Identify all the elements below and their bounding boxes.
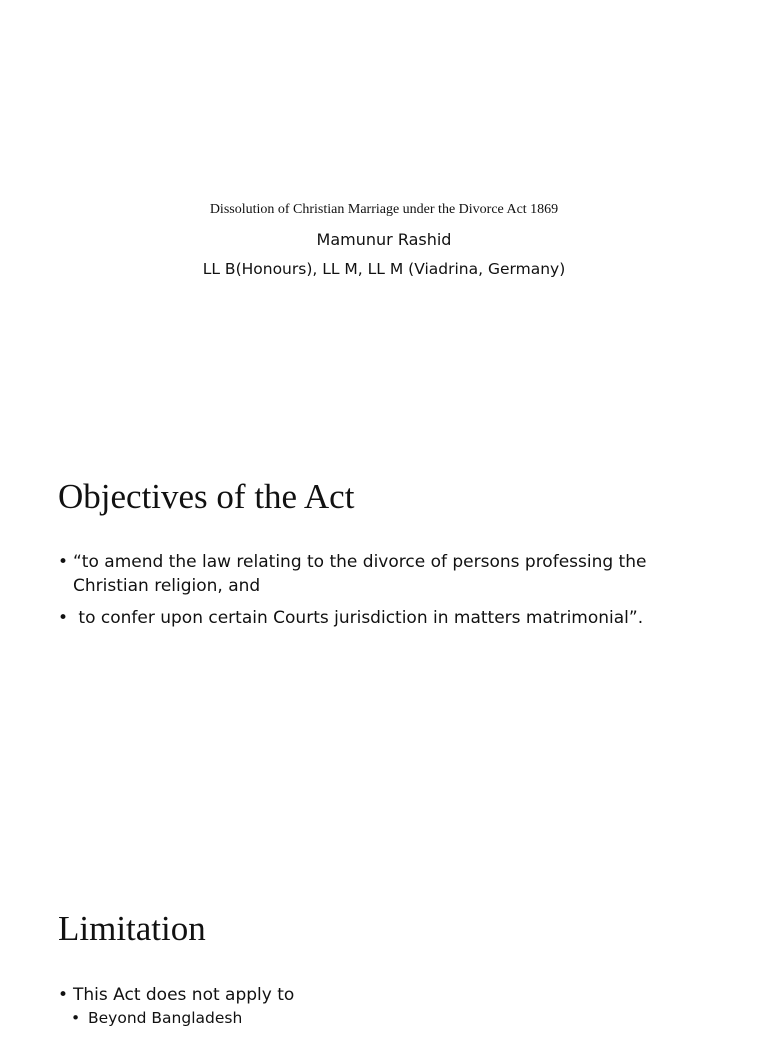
sub-bullet-text: Beyond Bangladesh (88, 1009, 243, 1027)
objectives-slide (0, 432, 768, 864)
objectives-list (58, 550, 718, 638)
bullet-text: to confer upon certain Courts jurisdiction in matters matrimonial”. (73, 608, 644, 628)
list-item (58, 1007, 718, 1029)
bullet-icon: • (71, 1009, 81, 1027)
bullet-icon: • (58, 552, 69, 572)
limitation-list (58, 983, 718, 1037)
title-slide (0, 0, 768, 432)
list-item (58, 550, 718, 598)
document-title: Dissolution of Christian Marriage under the Divorce Act 1869 (209, 202, 559, 217)
sub-list-container (58, 1007, 718, 1029)
limitation-heading: Limitation (58, 909, 206, 948)
limitation-sub-list (58, 1007, 718, 1029)
objectives-heading: Objectives of the Act (58, 477, 355, 516)
bullet-text: This Act does not apply to (73, 985, 295, 1005)
bullet-text: “to amend the law relating to the divorce of persons professing the Christian religion, and (73, 552, 647, 596)
bullet-icon: • (58, 985, 69, 1005)
author-credentials: LL B(Honours), LL M, LL M (Viadrina, Germany) (202, 260, 566, 278)
limitation-slide (0, 864, 768, 1027)
list-item (58, 983, 718, 1007)
author-name: Mamunur Rashid (316, 230, 452, 249)
list-item (58, 606, 718, 630)
bullet-icon: • (58, 608, 69, 628)
